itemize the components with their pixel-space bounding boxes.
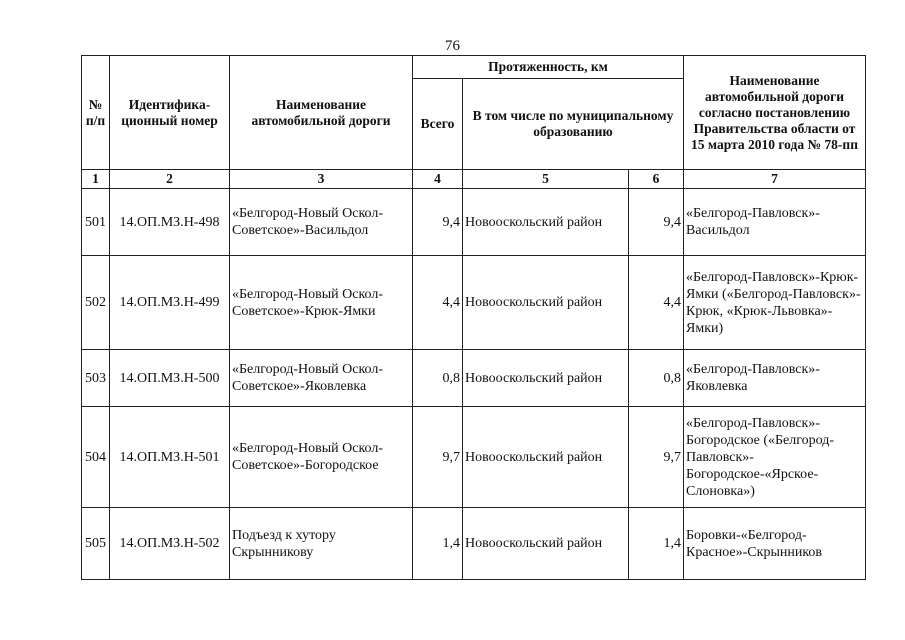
row-km: 1,4 xyxy=(629,508,684,580)
row-old-name: «Белгород-Павловск»-Богородское («Белгород-Павловск»-Богородское-«Ярское-Слоновка») xyxy=(684,407,866,508)
table-row xyxy=(82,256,866,350)
row-km: 9,4 xyxy=(629,189,684,256)
column-number: 7 xyxy=(684,170,866,189)
row-name: Подъезд к хутору Скрынникову xyxy=(230,508,413,580)
row-km: 0,8 xyxy=(629,350,684,407)
table-row xyxy=(82,189,866,256)
row-total: 1,4 xyxy=(413,508,463,580)
row-name: «Белгород-Новый Оскол-Советское»-Васильдол xyxy=(230,189,413,256)
header-name: Наименование автомобильной дороги xyxy=(230,56,413,170)
row-municipality: Новооскольский район xyxy=(463,256,629,350)
row-km: 9,7 xyxy=(629,407,684,508)
column-number: 6 xyxy=(629,170,684,189)
row-total: 4,4 xyxy=(413,256,463,350)
header-length: Протяженность, км xyxy=(413,56,684,79)
column-number: 5 xyxy=(463,170,629,189)
row-name: «Белгород-Новый Оскол-Советское»-Богородское xyxy=(230,407,413,508)
row-num: 501 xyxy=(82,189,110,256)
column-number: 4 xyxy=(413,170,463,189)
table-row xyxy=(82,407,866,508)
row-old-name: «Белгород-Павловск»-Крюк-Ямки («Белгород-Павловск»-Крюк, «Крюк-Львовка»-Ямки) xyxy=(684,256,866,350)
row-municipality: Новооскольский район xyxy=(463,508,629,580)
row-total: 9,4 xyxy=(413,189,463,256)
row-municipality: Новооскольский район xyxy=(463,350,629,407)
row-num: 505 xyxy=(82,508,110,580)
row-id: 14.ОП.МЗ.Н-498 xyxy=(110,189,230,256)
row-num: 504 xyxy=(82,407,110,508)
table-row xyxy=(82,508,866,580)
row-old-name: Боровки-«Белгород-Красное»-Скрынников xyxy=(684,508,866,580)
header-id: Идентифика-ционный номер xyxy=(110,56,230,170)
row-id: 14.ОП.МЗ.Н-501 xyxy=(110,407,230,508)
row-id: 14.ОП.МЗ.Н-500 xyxy=(110,350,230,407)
row-km: 4,4 xyxy=(629,256,684,350)
row-num: 503 xyxy=(82,350,110,407)
row-num: 502 xyxy=(82,256,110,350)
row-name: «Белгород-Новый Оскол-Советское»-Крюк-Ямки xyxy=(230,256,413,350)
roads-table xyxy=(81,55,866,580)
header-total: Всего xyxy=(413,79,463,170)
column-numbers-row xyxy=(82,170,866,189)
header-num: № п/п xyxy=(82,56,110,170)
column-number: 3 xyxy=(230,170,413,189)
row-id: 14.ОП.МЗ.Н-502 xyxy=(110,508,230,580)
row-total: 0,8 xyxy=(413,350,463,407)
row-old-name: «Белгород-Павловск»-Васильдол xyxy=(684,189,866,256)
row-old-name: «Белгород-Павловск»-Яковлевка xyxy=(684,350,866,407)
table-row xyxy=(82,350,866,407)
column-number: 2 xyxy=(110,170,230,189)
row-name: «Белгород-Новый Оскол-Советское»-Яковлевка xyxy=(230,350,413,407)
header-incl: В том числе по муниципальному образованию xyxy=(463,79,684,170)
row-total: 9,7 xyxy=(413,407,463,508)
row-id: 14.ОП.МЗ.Н-499 xyxy=(110,256,230,350)
row-municipality: Новооскольский район xyxy=(463,189,629,256)
column-number: 1 xyxy=(82,170,110,189)
header-old-name: Наименование автомобильной дороги согласно постановлению Правительства области от 15 марта 2010 года № 78-пп xyxy=(684,56,866,170)
page-number: 76 xyxy=(445,38,460,54)
row-municipality: Новооскольский район xyxy=(463,407,629,508)
